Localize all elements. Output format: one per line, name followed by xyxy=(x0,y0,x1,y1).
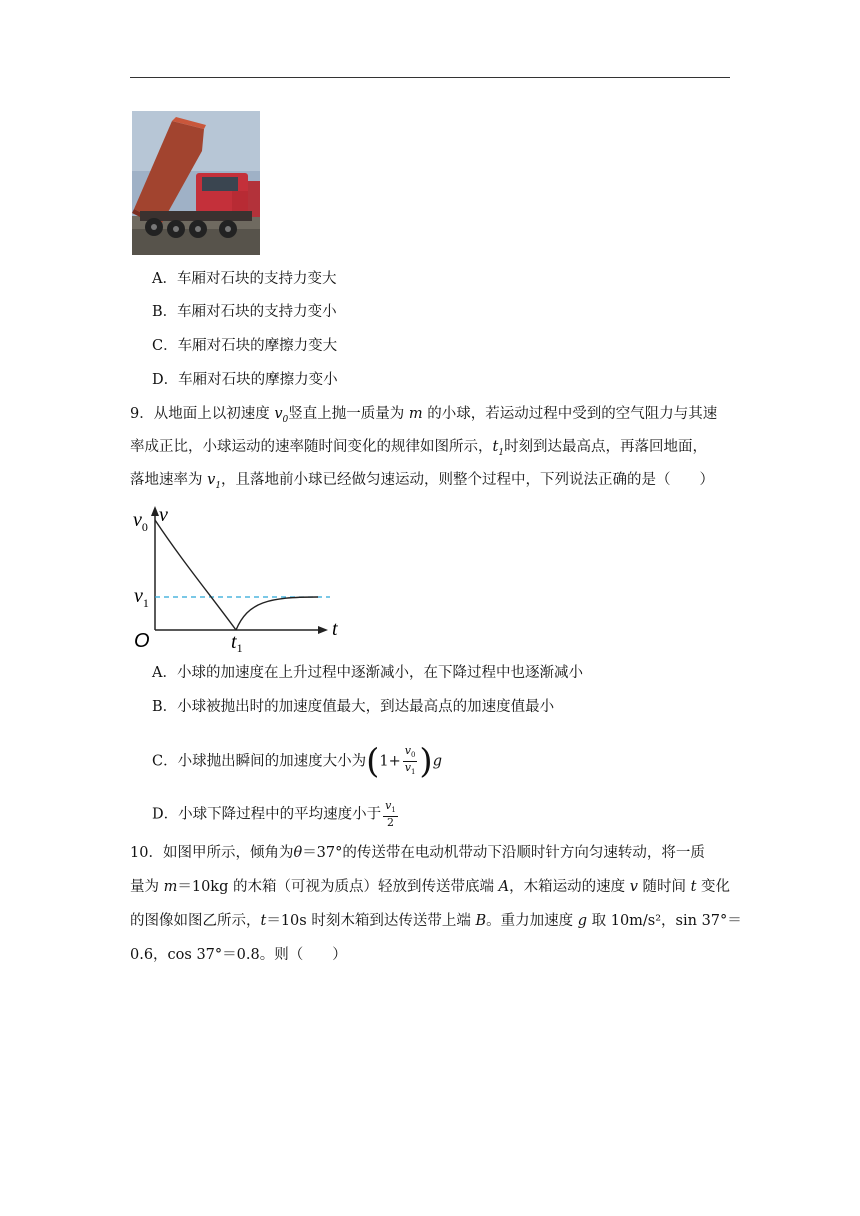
label-t1: $t_1$ xyxy=(231,631,243,652)
velocity-time-graph xyxy=(128,502,343,652)
y-axis-arrow xyxy=(151,506,159,516)
q9-option-d: D．小球下降过程中的平均速度小于 $\frac{v_1}{2}$ xyxy=(152,799,396,830)
q8-option-a: A．车厢对石块的支持力变大 xyxy=(152,271,337,287)
header-rule xyxy=(130,77,730,78)
q9-option-c: C．小球抛出瞬间的加速度大小为(1+ $\frac{v_0}{v_1}$ )g xyxy=(152,741,442,782)
q10-stem-line2: 量为 m＝10kg 的木箱（可视为质点）轻放到传送带底端 A，木箱运动的速度 v 随时间 t 变化 xyxy=(130,879,731,895)
q8-option-d: D．车厢对石块的摩擦力变小 xyxy=(152,372,338,388)
q10-stem-line4: 0.6，cos 37°＝0.8。则（ ） xyxy=(130,947,347,963)
rising-curve xyxy=(155,520,236,630)
label-origin: O xyxy=(134,630,150,652)
q9-stem-line2: 率成正比，小球运动的速率随时间变化的规律如图所示，$t_1$时刻到达最高点，再落回地面， xyxy=(130,439,708,458)
label-t: t xyxy=(332,618,338,640)
q8-option-b: B．车厢对石块的支持力变小 xyxy=(152,304,337,320)
x-axis-arrow xyxy=(318,626,328,634)
q8-option-c: C．车厢对石块的摩擦力变大 xyxy=(152,338,338,354)
label-v: v xyxy=(159,504,168,526)
dump-truck-photo xyxy=(132,111,260,255)
q9-option-a: A．小球的加速度在上升过程中逐渐减小，在下降过程中也逐渐减小 xyxy=(152,665,583,681)
q10-stem-line3: 的图像如图乙所示，t＝10s 时刻木箱到达传送带上端 B。重力加速度 g 取 10m/s²，sin 37°＝ xyxy=(130,913,742,929)
q9-option-b: B．小球被抛出时的加速度值最大，到达最高点的加速度值最小 xyxy=(152,699,555,715)
label-v0: $v_0$ xyxy=(133,509,148,534)
label-v1: $v_1$ xyxy=(134,585,149,610)
q10-stem-line1: 10．如图甲所示，倾角为θ＝37°的传送带在电动机带动下沿顺时针方向匀速转动，将一质 xyxy=(130,845,705,861)
falling-curve xyxy=(236,597,318,630)
q9-stem-line3: 落地速率为 $v_1$，且落地前小球已经做匀速运动，则整个过程中，下列说法正确的是（ ） xyxy=(130,472,715,491)
q9-stem-line1: 9．从地面上以初速度 $v_0$竖直上抛一质量为 m 的小球，若运动过程中受到的空气阻力与其速 xyxy=(130,406,718,425)
